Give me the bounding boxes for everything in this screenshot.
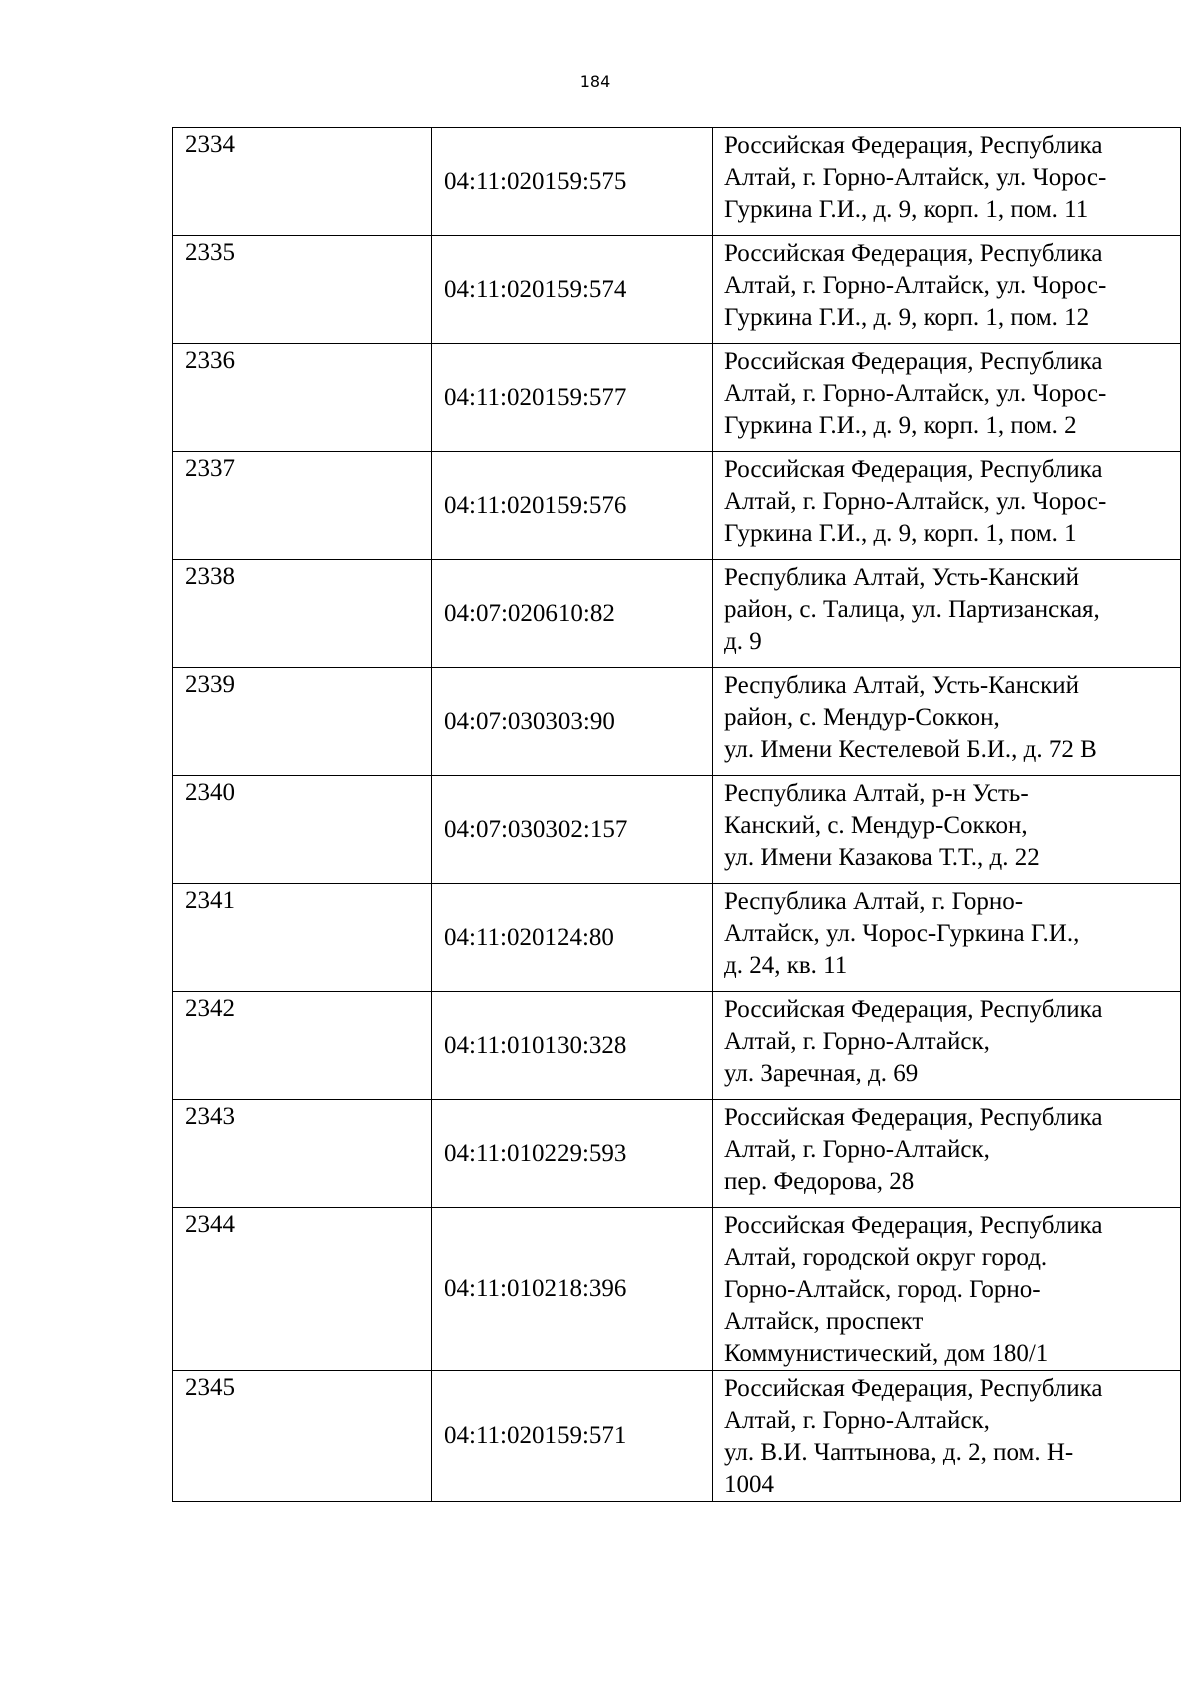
address-cell xyxy=(713,128,1181,236)
table-row xyxy=(173,344,1181,452)
address-line: Алтай, г. Горно-Алтайск, xyxy=(724,1136,990,1163)
table-row xyxy=(173,992,1181,1100)
address-cell xyxy=(713,1208,1181,1371)
address-line: Гуркина Г.И., д. 9, корп. 1, пом. 12 xyxy=(724,304,1090,331)
address-cell xyxy=(713,1100,1181,1208)
address-cell xyxy=(713,560,1181,668)
address-line: пер. Федорова, 28 xyxy=(724,1168,915,1195)
row-number-cell: 2334 xyxy=(173,128,432,236)
cadastral-number-cell: 04:07:030303:90 xyxy=(432,668,713,776)
address-line: Алтайск, проспект xyxy=(724,1308,924,1335)
address-line: Республика Алтай, г. Горно- xyxy=(724,888,1024,915)
address-cell xyxy=(713,236,1181,344)
table-row xyxy=(173,452,1181,560)
cadastral-number-cell: 04:11:010218:396 xyxy=(432,1208,713,1371)
cadastral-number-cell: 04:11:010229:593 xyxy=(432,1100,713,1208)
address-line: Алтай, г. Горно-Алтайск, ул. Чорос- xyxy=(724,488,1107,515)
address-line: Российская Федерация, Республика xyxy=(724,996,1103,1023)
table-row xyxy=(173,776,1181,884)
cadastral-number-cell: 04:11:020159:574 xyxy=(432,236,713,344)
address-cell xyxy=(713,344,1181,452)
address-line: Республика Алтай, Усть-Канский xyxy=(724,672,1080,699)
address-line: район, с. Талица, ул. Партизанская, xyxy=(724,596,1100,623)
address-line: район, с. Мендур-Соккон, xyxy=(724,704,1000,731)
address-line: Республика Алтай, р-н Усть- xyxy=(724,780,1029,807)
address-line: Российская Федерация, Республика xyxy=(724,240,1103,267)
cadastral-number-cell: 04:11:020159:571 xyxy=(432,1371,713,1502)
row-number-cell: 2338 xyxy=(173,560,432,668)
table-row xyxy=(173,1100,1181,1208)
address-cell xyxy=(713,776,1181,884)
cadastral-number-cell: 04:07:020610:82 xyxy=(432,560,713,668)
table-row xyxy=(173,1371,1181,1502)
address-cell xyxy=(713,452,1181,560)
address-line: Российская Федерация, Республика xyxy=(724,1375,1103,1402)
address-line: Гуркина Г.И., д. 9, корп. 1, пом. 1 xyxy=(724,520,1077,547)
address-line: Алтай, г. Горно-Алтайск, ул. Чорос- xyxy=(724,272,1107,299)
table-row xyxy=(173,668,1181,776)
address-line: Российская Федерация, Республика xyxy=(724,1104,1103,1131)
table-row xyxy=(173,1208,1181,1371)
row-number-cell: 2342 xyxy=(173,992,432,1100)
cadastral-number-cell: 04:11:020159:575 xyxy=(432,128,713,236)
address-line: Российская Федерация, Республика xyxy=(724,132,1103,159)
row-number-cell: 2345 xyxy=(173,1371,432,1502)
row-number-cell: 2343 xyxy=(173,1100,432,1208)
table-row xyxy=(173,560,1181,668)
address-line: Гуркина Г.И., д. 9, корп. 1, пом. 2 xyxy=(724,412,1077,439)
cadastral-number-cell: 04:11:020159:576 xyxy=(432,452,713,560)
address-line: 1004 xyxy=(724,1471,774,1498)
row-number-cell: 2337 xyxy=(173,452,432,560)
address-line: Алтай, г. Горно-Алтайск, xyxy=(724,1028,990,1055)
address-line: Алтайск, ул. Чорос-Гуркина Г.И., xyxy=(724,920,1080,947)
address-line: ул. Имени Кестелевой Б.И., д. 72 В xyxy=(724,736,1097,763)
table-row xyxy=(173,884,1181,992)
address-line: ул. В.И. Чаптынова, д. 2, пом. Н- xyxy=(724,1439,1074,1466)
address-line: ул. Заречная, д. 69 xyxy=(724,1060,919,1087)
address-line: Алтай, г. Горно-Алтайск, ул. Чорос- xyxy=(724,380,1107,407)
row-number-cell: 2336 xyxy=(173,344,432,452)
address-line: Гуркина Г.И., д. 9, корп. 1, пом. 11 xyxy=(724,196,1089,223)
address-cell xyxy=(713,1371,1181,1502)
row-number-cell: 2339 xyxy=(173,668,432,776)
registry-table-body xyxy=(173,128,1181,1502)
row-number-cell: 2340 xyxy=(173,776,432,884)
address-line: Алтай, г. Горно-Алтайск, xyxy=(724,1407,990,1434)
row-number-cell: 2335 xyxy=(173,236,432,344)
address-line: Канский, с. Мендур-Соккон, xyxy=(724,812,1028,839)
address-cell xyxy=(713,884,1181,992)
cadastral-number-cell: 04:11:020159:577 xyxy=(432,344,713,452)
row-number-cell: 2341 xyxy=(173,884,432,992)
address-line: Коммунистический, дом 180/1 xyxy=(724,1340,1049,1367)
address-cell xyxy=(713,668,1181,776)
registry-table xyxy=(172,127,1181,1502)
address-line: д. 24, кв. 11 xyxy=(724,952,848,979)
address-line: Алтай, г. Горно-Алтайск, ул. Чорос- xyxy=(724,164,1107,191)
cadastral-number-cell: 04:11:010130:328 xyxy=(432,992,713,1100)
cadastral-number-cell: 04:11:020124:80 xyxy=(432,884,713,992)
table-row xyxy=(173,236,1181,344)
address-line: Алтай, городской округ город. xyxy=(724,1244,1048,1271)
address-line: Российская Федерация, Республика xyxy=(724,348,1103,375)
address-line: Республика Алтай, Усть-Канский xyxy=(724,564,1080,591)
address-line: Горно-Алтайск, город. Горно- xyxy=(724,1276,1041,1303)
page-number: 184 xyxy=(579,72,611,91)
address-line: д. 9 xyxy=(724,628,762,655)
address-line: Российская Федерация, Республика xyxy=(724,456,1103,483)
row-number-cell: 2344 xyxy=(173,1208,432,1371)
table-row xyxy=(173,128,1181,236)
address-cell xyxy=(713,992,1181,1100)
address-line: Российская Федерация, Республика xyxy=(724,1212,1103,1239)
address-line: ул. Имени Казакова Т.Т., д. 22 xyxy=(724,844,1040,871)
cadastral-number-cell: 04:07:030302:157 xyxy=(432,776,713,884)
